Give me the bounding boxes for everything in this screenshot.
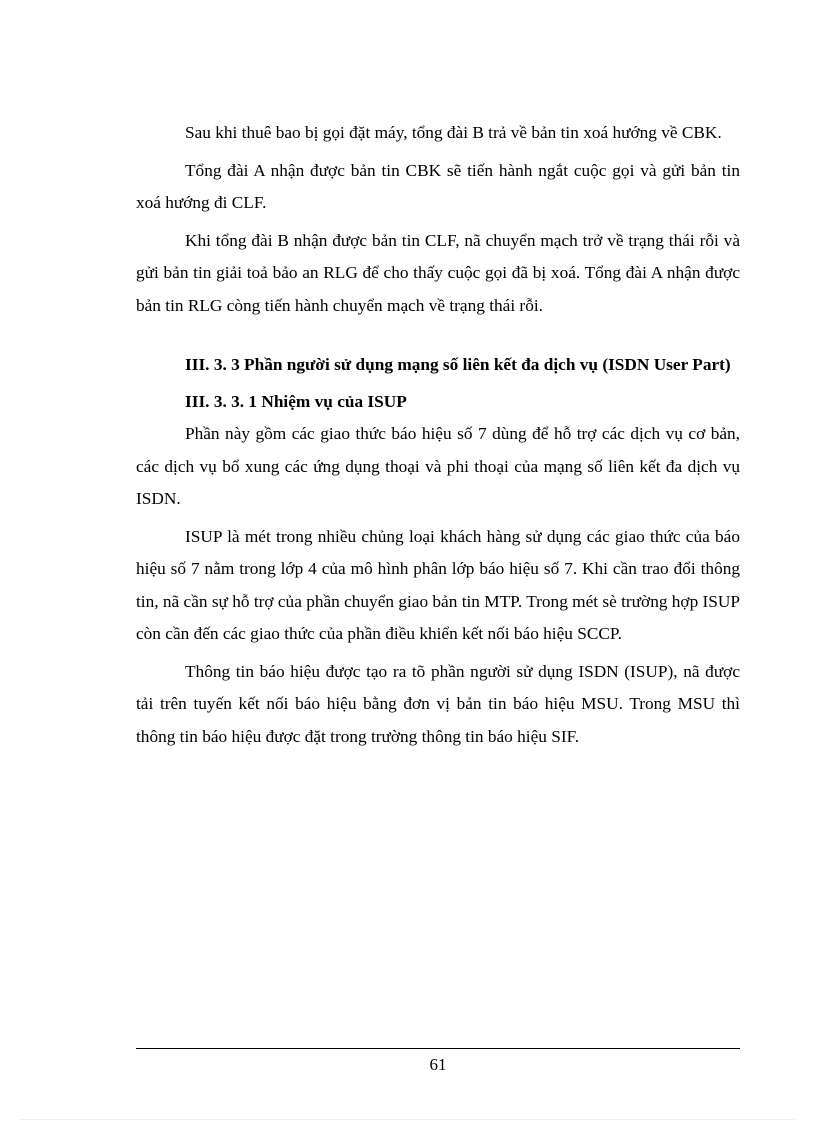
- section-heading: III. 3. 3 Phần người sử dụng mạng số liên kết đa dịch vụ (ISDN User Part): [185, 355, 731, 374]
- paragraph: Thông tin báo hiệu được tạo ra tõ phần người sử dụng ISDN (ISUP), nã được tải trên tuyến kết nối báo hiệu bằng đơn vị bản tin báo hiệu MSU. Trong MSU thì thông tin báo hiệu được đặt trong trường thông tin báo hiệu SIF.: [136, 661, 740, 746]
- page-number: 61: [429, 1055, 447, 1074]
- paragraph: Phần này gồm các giao thức báo hiệu số 7 dùng để hỗ trợ các dịch vụ cơ bản, các dịch vụ bổ xung các ứng dụng thoại và phi thoại của mạng số liên kết đa dịch vụ ISDN.: [136, 424, 740, 508]
- paragraph: Sau khi thuê bao bị gọi đặt máy, tổng đài B trả về bản tin xoá hướng về CBK.: [185, 123, 722, 142]
- footer-rule: [136, 1048, 740, 1049]
- paragraph: Tổng đài A nhận được bản tin CBK sẽ tiến hành ngắt cuộc gọi và gửi bản tin xoá hướng đi CLF.: [136, 160, 740, 212]
- paragraph: ISUP là mét trong nhiều chủng loại khách hàng sử dụng các giao thức của báo hiệu số 7 nằm trong lớp 4 của mô hình phân lớp báo hiệu số 7. Khi cần trao đổi thông tin, nã cần sự hỗ trợ của phần chuyển giao bản tin MTP. Trong mét sè trường hợp ISUP còn cần đến các giao thức của phần điều khiển kết nối báo hiệu SCCP.: [136, 526, 740, 643]
- paragraph: Khi tổng đài B nhận được bản tin CLF, nã chuyển mạch trở về trạng thái rỗi và gửi bản tin giải toả bảo an RLG để cho thấy cuộc gọi đã bị xoá. Tổng đài A nhận được bản tin RLG còng tiến hành chuyển mạch về trạng thái rỗi.: [136, 230, 740, 315]
- body-text: [136, 117, 740, 753]
- subsection-heading: III. 3. 3. 1 Nhiệm vụ của ISUP: [185, 391, 407, 411]
- page-bottom-edge: [20, 1119, 796, 1120]
